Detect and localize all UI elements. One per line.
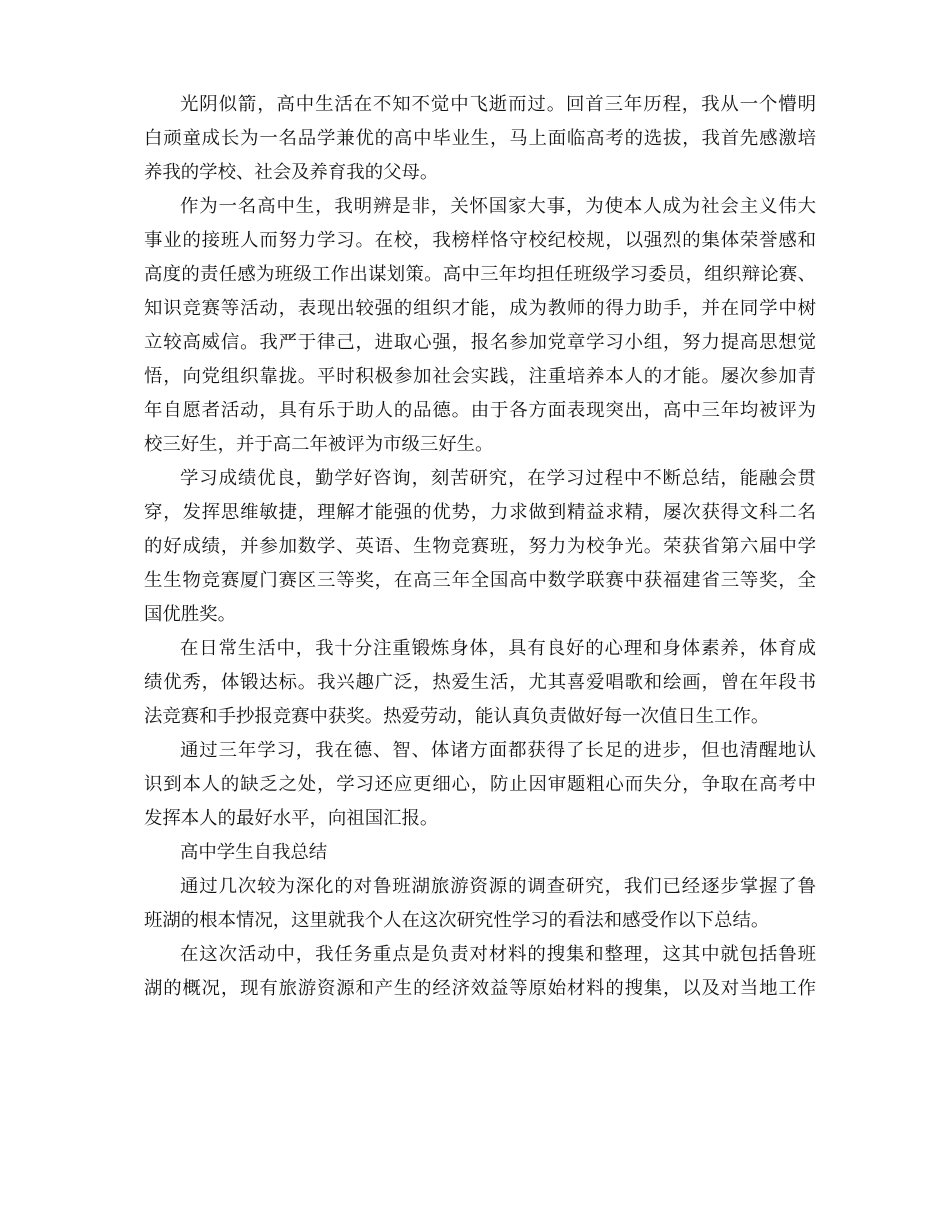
text-line: 在这次活动中，我任务重点是负责对材料的搜集和整理，这其中就包括鲁班 — [180, 944, 816, 965]
text-line: 通过几次较为深化的对鲁班湖旅游资源的调查研究，我们已经逐步掌握了鲁 — [180, 876, 816, 897]
text-line: 立较高威信。我严于律己，进取心强，报名参加党章学习小组，努力提高思想觉 — [144, 332, 816, 353]
text-line: 年自愿者活动，具有乐于助人的品德。由于各方面表现突出，高中三年均被评为 — [144, 400, 816, 421]
document-body — [144, 88, 816, 1006]
text-line: 班湖的根本情况，这里就我个人在这次研究性学习的看法和感受作以下总结。 — [144, 910, 770, 931]
text-line: 通过三年学习，我在德、智、体诸方面都获得了长足的进步，但也清醒地认 — [180, 740, 816, 761]
text-line: 生生物竞赛厦门赛区三等奖，在高三年全国高中数学联赛中获福建省三等奖，全 — [144, 570, 816, 591]
text-line: 的好成绩，并参加数学、英语、生物竞赛班，努力为校争光。荣获省第六届中学 — [144, 536, 816, 557]
text-line: 校三好生，并于高二年被评为市级三好生。 — [144, 434, 494, 455]
text-line: 作为一名高中生，我明辨是非，关怀国家大事，为使本人成为社会主义伟大 — [180, 196, 816, 217]
text-line: 高度的责任感为班级工作出谋划策。高中三年均担任班级学习委员，组织辩论赛、 — [144, 264, 816, 285]
text-line: 法竞赛和手抄报竞赛中获奖。热爱劳动，能认真负责做好每一次值日生工作。 — [144, 706, 770, 727]
text-line: 白顽童成长为一名品学兼优的高中毕业生，马上面临高考的选拔，我首先感激培 — [144, 128, 816, 149]
text-line: 绩优秀，体锻达标。我兴趣广泛，热爱生活，尤其喜爱唱歌和绘画，曾在年段书 — [144, 672, 816, 693]
text-line: 穿，发挥思维敏捷，理解才能强的优势，力求做到精益求精，屡次获得文科二名 — [144, 502, 816, 523]
text-line: 悟，向党组织靠拢。平时积极参加社会实践，注重培养本人的才能。屡次参加青 — [144, 366, 816, 387]
text-line: 在日常生活中，我十分注重锻炼身体，具有良好的心理和身体素养，体育成 — [180, 638, 816, 659]
text-line: 光阴似箭，高中生活在不知不觉中飞逝而过。回首三年历程，我从一个懵明 — [180, 94, 816, 115]
text-line: 国优胜奖。 — [144, 604, 236, 625]
text-line: 知识竞赛等活动，表现出较强的组织才能，成为教师的得力助手，并在同学中树 — [144, 298, 816, 319]
text-line: 学习成绩优良，勤学好咨询，刻苦研究，在学习过程中不断总结，能融会贯 — [180, 468, 816, 489]
text-line: 养我的学校、社会及养育我的父母。 — [144, 162, 439, 183]
text-line: 高中学生自我总结 — [180, 842, 328, 863]
text-line: 发挥本人的最好水平，向祖国汇报。 — [144, 808, 439, 829]
text-line: 识到本人的缺乏之处，学习还应更细心，防止因审题粗心而失分，争取在高考中 — [144, 774, 816, 795]
text-line: 事业的接班人而努力学习。在校，我榜样恪守校纪校规，以强烈的集体荣誉感和 — [144, 230, 816, 251]
text-line: 湖的概况，现有旅游资源和产生的经济效益等原始材料的搜集，以及对当地工作 — [144, 978, 816, 999]
